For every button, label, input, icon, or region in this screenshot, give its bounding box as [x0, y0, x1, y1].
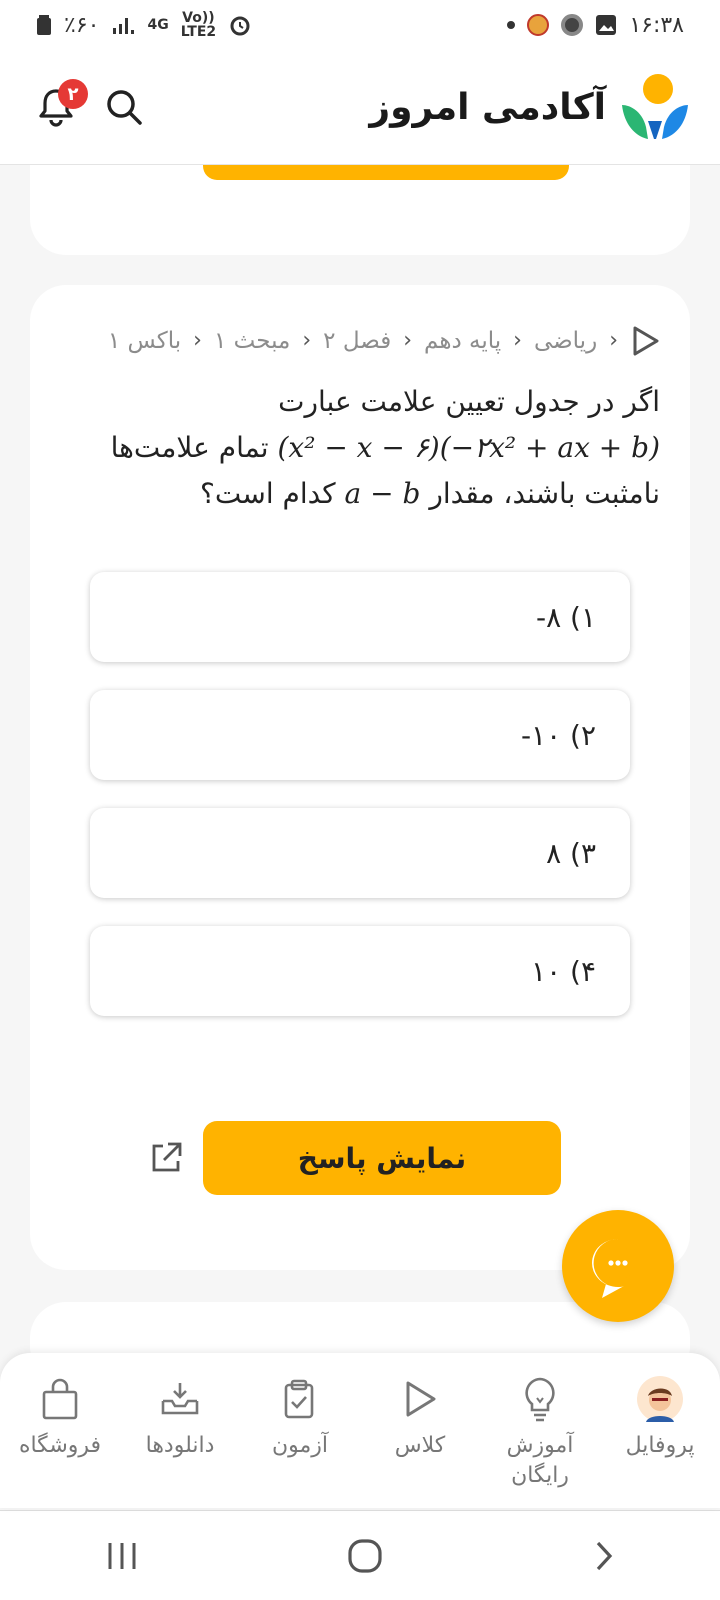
chevron-icon: ‹ — [513, 328, 522, 353]
battery-percent: ٪۶۰ — [64, 12, 100, 38]
volte-indicator — [181, 11, 216, 39]
recent-apps-icon[interactable] — [102, 1539, 142, 1573]
question-line-3-suffix: کدام است؟ — [200, 477, 336, 510]
answer-options — [60, 572, 660, 1016]
avatar-icon — [637, 1376, 683, 1422]
question-line-2-text: تمام علامت‌ها — [110, 431, 269, 464]
logo-mark-icon — [620, 73, 690, 141]
nav-label: کلاس — [394, 1433, 446, 1458]
app-notification-icon — [527, 14, 549, 36]
nav-exam[interactable] — [245, 1375, 355, 1461]
nav-label: آزمون — [271, 1433, 329, 1458]
system-navigation-bar — [0, 1510, 720, 1600]
option-label: ۲) ۱۰- — [520, 718, 596, 752]
option-4[interactable] — [90, 926, 630, 1016]
question-expression-2: a − b — [344, 477, 421, 510]
breadcrumb-item-box[interactable]: باکس ۱ — [107, 328, 182, 354]
option-label: ۴) ۱۰ — [531, 954, 596, 988]
chat-bubble-icon — [583, 1231, 653, 1301]
app-header — [0, 50, 720, 165]
breadcrumb — [60, 325, 660, 357]
lightbulb-icon — [516, 1375, 564, 1423]
bottom-navigation — [0, 1353, 720, 1508]
clipboard-check-icon — [276, 1375, 324, 1423]
option-1[interactable] — [90, 572, 630, 662]
nav-label: فروشگاه — [18, 1433, 102, 1458]
question-text — [60, 379, 660, 517]
option-label: ۳) ۸ — [546, 836, 596, 870]
nav-shop[interactable] — [5, 1375, 115, 1461]
network-type: 4G — [147, 17, 169, 33]
avatar — [636, 1375, 684, 1423]
breadcrumb-item-grade[interactable]: پایه دهم — [424, 328, 502, 354]
status-bar — [0, 0, 720, 50]
chevron-icon: ‹ — [403, 328, 413, 353]
status-bar-right — [507, 13, 684, 38]
notifications-button[interactable] — [28, 79, 84, 135]
chevron-icon: ‹ — [193, 328, 202, 353]
external-link-icon[interactable] — [148, 1140, 184, 1176]
lte-label: LTE2 — [180, 24, 217, 40]
play-icon — [396, 1375, 444, 1423]
header-actions — [28, 79, 148, 135]
search-icon — [104, 87, 144, 127]
breadcrumb-item-chapter[interactable]: فصل ۲ — [323, 328, 392, 354]
dot-icon — [507, 21, 515, 29]
shopping-bag-icon — [36, 1375, 84, 1423]
back-icon[interactable] — [588, 1539, 618, 1573]
question-line-3 — [60, 471, 660, 517]
question-line-1: اگر در جدول تعیین علامت عبارت — [278, 385, 660, 418]
chrome-icon — [561, 14, 583, 36]
app-logo[interactable] — [369, 73, 690, 141]
clock: ۱۶:۳۸ — [629, 12, 684, 38]
breadcrumb-item-subject[interactable]: ریاضی — [533, 328, 598, 354]
nav-class[interactable] — [365, 1375, 475, 1461]
nav-profile[interactable] — [605, 1375, 715, 1461]
status-bar-left — [36, 11, 252, 39]
option-label: ۱) ۸- — [535, 600, 596, 634]
nav-label: دانلودها — [145, 1433, 215, 1458]
signal-icon — [111, 14, 135, 36]
question-card — [30, 285, 690, 1270]
option-3[interactable] — [90, 808, 630, 898]
chevron-icon: ‹ — [609, 328, 618, 353]
search-button[interactable] — [100, 83, 148, 131]
question-line-3-prefix: نامثبت باشند، مقدار — [429, 477, 660, 510]
question-expression: (x² − x − ۶)(−۲x² + ax + b) — [277, 431, 660, 464]
alarm-icon — [228, 13, 252, 37]
chevron-icon: ‹ — [302, 328, 312, 353]
nav-downloads[interactable] — [125, 1375, 235, 1461]
option-2[interactable] — [90, 690, 630, 780]
answer-row — [30, 1120, 690, 1196]
download-icon — [156, 1375, 204, 1423]
show-answer-button[interactable]: نمایش پاسخ — [203, 1121, 561, 1195]
breadcrumb-item-topic[interactable]: مبحث ۱ — [213, 328, 291, 354]
notification-badge: ۲ — [58, 79, 88, 109]
nav-free-learning[interactable] — [485, 1375, 595, 1491]
volte-label: Vo)) — [182, 10, 215, 26]
logo-text: آکادمی امروز — [369, 86, 606, 128]
play-outline-icon[interactable] — [630, 325, 660, 357]
gallery-icon — [595, 14, 617, 36]
battery-icon — [36, 14, 52, 36]
nav-label: آموزش رایگان — [506, 1433, 574, 1488]
question-line-2 — [60, 425, 660, 471]
nav-label: پروفایل — [625, 1433, 695, 1458]
chat-button[interactable] — [562, 1210, 674, 1322]
home-icon[interactable] — [345, 1536, 385, 1576]
